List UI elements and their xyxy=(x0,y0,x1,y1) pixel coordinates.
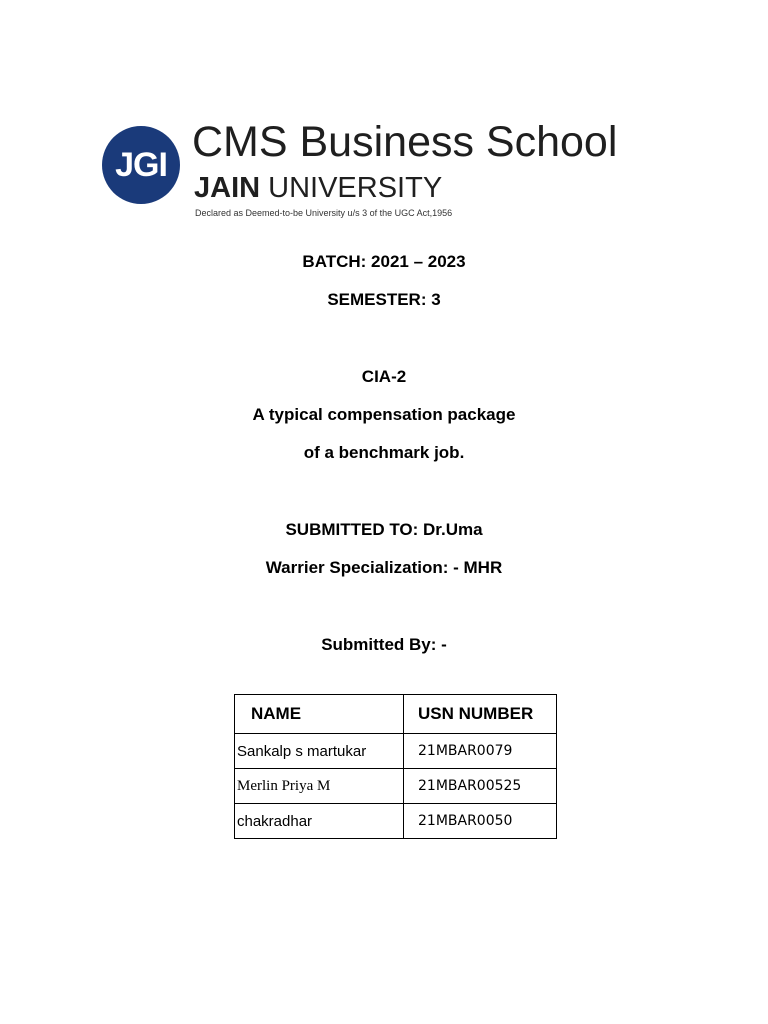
title-line-1: A typical compensation package xyxy=(252,405,516,424)
table-row xyxy=(235,734,557,769)
student-name-cell: Merlin Priya M xyxy=(235,769,404,804)
table-header-row xyxy=(235,695,557,734)
assignment-line: CIA-2 xyxy=(361,367,407,386)
university-tagline: Declared as Deemed-to-be University u/s 3 of the UGC Act,1956 xyxy=(195,208,453,218)
university-name xyxy=(194,172,442,204)
specialization-line: Warrier Specialization: - MHR xyxy=(265,558,503,577)
batch-line: BATCH: 2021 – 2023 xyxy=(302,252,466,271)
institution-logo xyxy=(100,118,660,228)
student-name-cell: chakradhar xyxy=(235,804,404,839)
name-column-header: NAME xyxy=(235,695,404,734)
semester-line: SEMESTER: 3 xyxy=(327,290,441,309)
jgi-emblem: JGI xyxy=(102,126,180,204)
student-usn-cell: 21MBAR0079 xyxy=(404,734,557,769)
student-usn-cell: 21MBAR0050 xyxy=(404,804,557,839)
usn-column-header: USN NUMBER xyxy=(404,695,557,734)
student-usn-cell: 21MBAR00525 xyxy=(404,769,557,804)
table-row xyxy=(235,769,557,804)
university-name-rest: UNIVERSITY xyxy=(268,172,443,204)
students-table xyxy=(234,694,557,839)
title-line-2: of a benchmark job. xyxy=(303,443,465,462)
submitted-by-line: Submitted By: - xyxy=(321,635,447,654)
submitted-to-line: SUBMITTED TO: Dr.Uma xyxy=(285,520,483,539)
university-name-bold: JAIN xyxy=(194,172,261,204)
student-name-cell: Sankalp s martukar xyxy=(235,734,404,769)
school-name: CMS Business School xyxy=(192,118,618,166)
table-row xyxy=(235,804,557,839)
